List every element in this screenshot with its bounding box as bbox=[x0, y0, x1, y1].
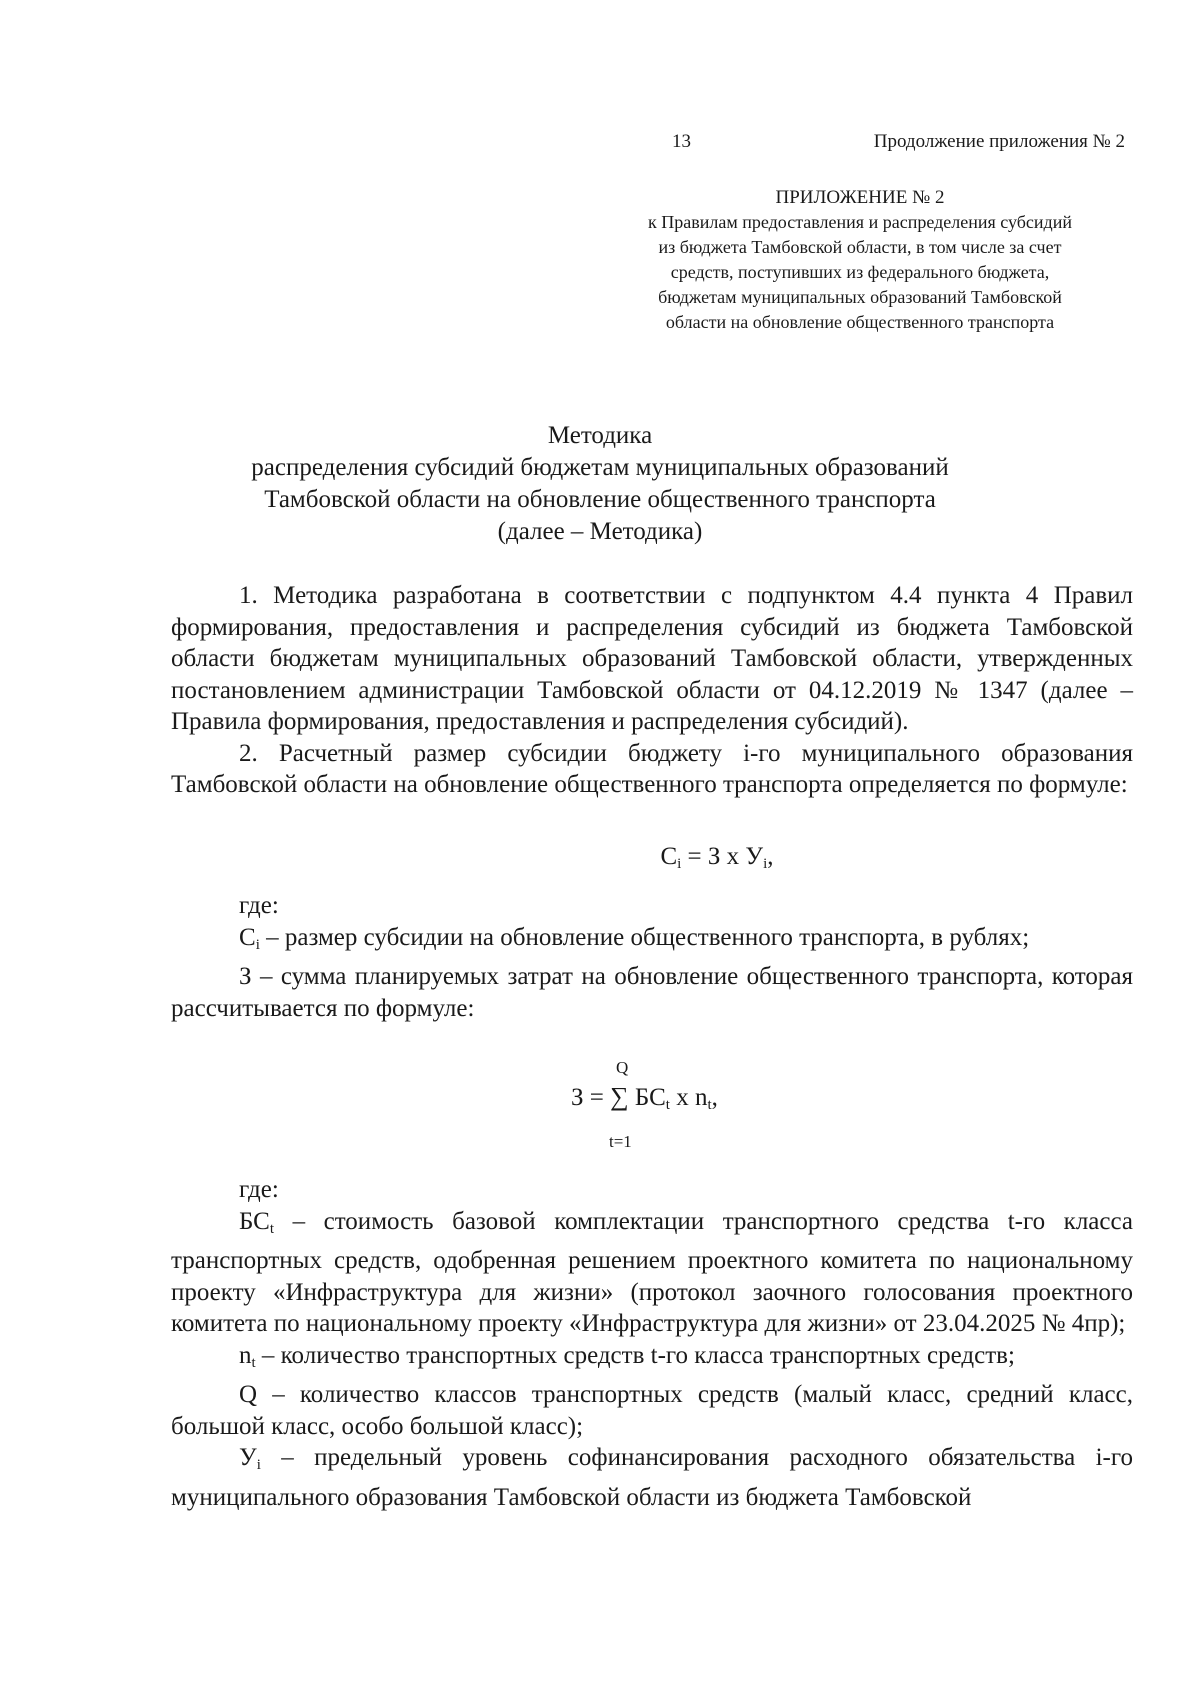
definition-nt: $n_t$ – количество транспортных средств t-го класса транспортных средств; bbox=[239, 1341, 1015, 1371]
title-line-3: Тамбовской области на обновление общественного транспорта bbox=[264, 486, 936, 513]
appendix-line: к Правилам предоставления и распределения субсидий bbox=[648, 212, 1072, 232]
appendix-title: ПРИЛОЖЕНИЕ № 2 bbox=[775, 187, 945, 208]
appendix-line: из бюджета Тамбовской области, в том числе за счет bbox=[658, 237, 1062, 257]
title-line-1: Методика bbox=[547, 422, 653, 449]
title-line-2: распределения субсидий бюджетам муниципальных образований bbox=[251, 454, 949, 481]
sigma-symbol: ∑ bbox=[610, 1082, 629, 1111]
definition-q: Q – количество классов транспортных средств (малый класс, средний класс, большой класс, особо большой класс); bbox=[171, 1381, 1133, 1440]
document-body bbox=[171, 580, 1133, 1513]
where-label-1: где: bbox=[239, 892, 279, 919]
appendix-line: бюджетам муниципальных образований Тамбовской bbox=[658, 287, 1062, 307]
title-line-4: (далее – Методика) bbox=[497, 518, 703, 545]
definition-ci: $C_i$ – размер субсидии на обновление общественного транспорта, в рублях; bbox=[239, 923, 1030, 953]
appendix-block bbox=[590, 185, 1130, 335]
definition-bct: $БС_t$ – стоимость базовой комплектации транспортного средства t-го класса транспортных средств, одобренная решением проектного комитета по национальному проекту «Инфраструктура для жизни» (протокол заочного голосования проектного комитета по национальному проекту «Инфраструктура для жизни» от 23.04.2025 № 4пр); bbox=[171, 1207, 1133, 1337]
document-title bbox=[150, 420, 1050, 548]
formula-costs: Q З = ∑ $БС_t$ х $n_t$, t=1 bbox=[171, 1044, 1133, 1154]
paragraph-2: 2. Расчетный размер субсидии бюджету i-го муниципального образования Тамбовской области на обновление общественного транспорта определяется по формуле: bbox=[171, 739, 1133, 798]
definition-z: З – сумма планируемых затрат на обновление общественного транспорта, которая рассчитывается по формуле: bbox=[171, 963, 1133, 1022]
page-number: 13 bbox=[672, 131, 691, 152]
continuation-note: Продолжение приложения № 2 bbox=[873, 131, 1125, 152]
sum-lower-limit: t=1 bbox=[609, 1132, 632, 1151]
appendix-line: области на обновление общественного транспорта bbox=[665, 312, 1055, 332]
sum-upper-limit: Q bbox=[616, 1058, 629, 1077]
formula-subsidy: $C_i = З$ х $У_i$, bbox=[660, 842, 774, 872]
paragraph-1: 1. Методика разработана в соответствии с подпунктом 4.4 пункта 4 Правил формирования, предоставления и распределения субсидий из бюджета Тамбовской области бюджетам муниципальных образований Тамбовской области, утвержденных постановлением администрации Тамбовской области от 04.12.2019 № 1347 (далее – Правила формирования, предоставления и распределения субсидий). bbox=[171, 582, 1133, 735]
where-label-2: где: bbox=[239, 1176, 279, 1203]
definition-ui: $У_i$ – предельный уровень софинансирования расходного обязательства i-го муниципального образования Тамбовской области из бюджета Тамбовской bbox=[171, 1444, 1133, 1511]
appendix-line: средств, поступивших из федерального бюджета, bbox=[670, 262, 1050, 282]
